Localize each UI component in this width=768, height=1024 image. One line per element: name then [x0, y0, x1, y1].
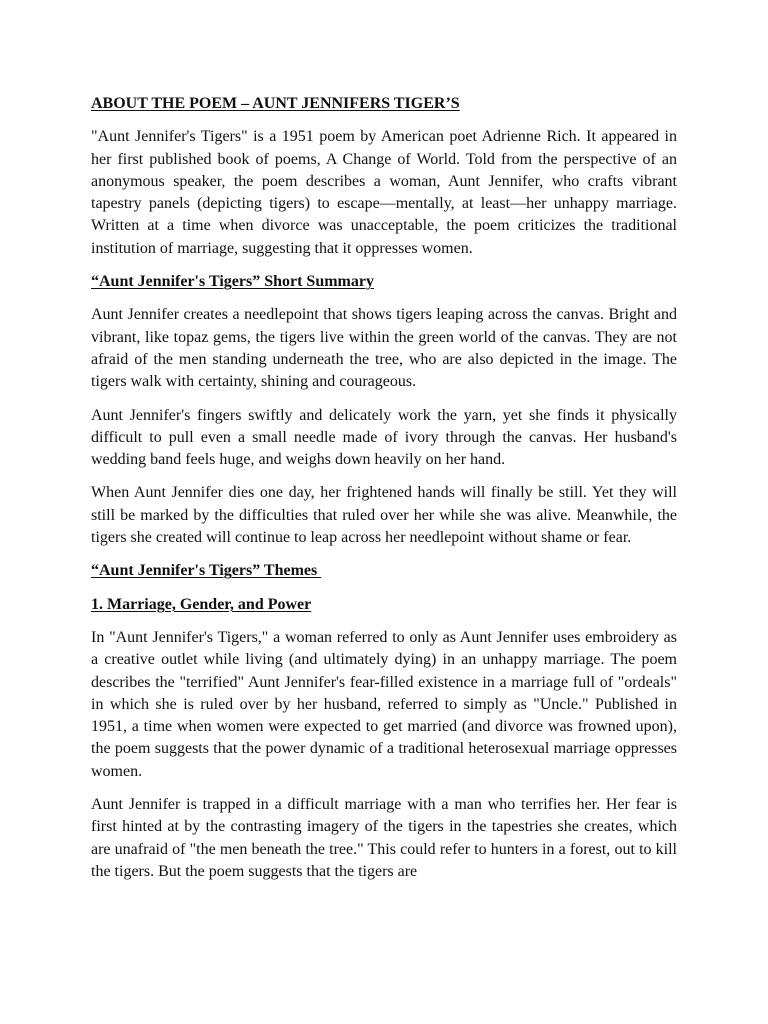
theme1-paragraph-1: In "Aunt Jennifer's Tigers," a woman referred to only as Aunt Jennifer uses embroidery as a creative outlet while living (and ultimately dying) in an unhappy marriage. The poem describes the "terrified" Aunt Jennifer's fear-filled existence in a marriage full of "ordeals" in which she is ruled over by her husband, referred to simply as "Uncle." Published in 1951, a time when women were expected to get married (and divorce was frowned upon), the poem suggests that the power dynamic of a traditional heterosexual marriage oppresses women.	[91, 628, 677, 780]
themes-heading: “Aunt Jennifer's Tigers” Themes	[91, 562, 322, 580]
theme1-paragraph-2: Aunt Jennifer is trapped in a difficult marriage with a man who terrifies her. Her fear is first hinted at by the contrasting imagery of the tigers in the tapestries she creates, which are unafraid of "the men beneath the tree." This could refer to hunters in a forest, out to kill the tigers. But the poem suggests that the tigers are	[91, 796, 677, 880]
document-page	[91, 93, 677, 883]
summary-paragraph-3: When Aunt Jennifer dies one day, her frightened hands will finally be still. Yet they will still be marked by the difficulties that ruled over her while she was alive. Meanwhile, the tigers she created will continue to leap across her needlepoint without shame or fear.	[91, 484, 677, 547]
summary-heading: “Aunt Jennifer's Tigers” Short Summary	[91, 273, 374, 291]
theme1-heading: 1. Marriage, Gender, and Power	[91, 595, 312, 613]
document-title: ABOUT THE POEM – AUNT JENNIFERS TIGER’S	[91, 95, 460, 112]
summary-paragraph-2: Aunt Jennifer's fingers swiftly and delicately work the yarn, yet she finds it physically difficult to pull even a small needle made of ivory through the canvas. Her husband's wedding band feels huge, and weighs down heavily on her hand.	[91, 406, 677, 469]
summary-paragraph-1: Aunt Jennifer creates a needlepoint that shows tigers leaping across the canvas. Bright and vibrant, like topaz gems, the tigers live within the green world of the canvas. They are not afraid of the men standing underneath the tree, who are also depicted in the image. The tigers walk with certainty, shining and courageous.	[91, 306, 677, 391]
intro-paragraph: "Aunt Jennifer's Tigers" is a 1951 poem by American poet Adrienne Rich. It appeared in her first published book of poems, A Change of World. Told from the perspective of an anonymous speaker, the poem describes a woman, Aunt Jennifer, who crafts vibrant tapestry panels (depicting tigers) to escape—mentally, at least—her unhappy marriage. Written at a time when divorce was unacceptable, the poem criticizes the traditional institution of marriage, suggesting that it oppresses women.	[91, 128, 677, 257]
